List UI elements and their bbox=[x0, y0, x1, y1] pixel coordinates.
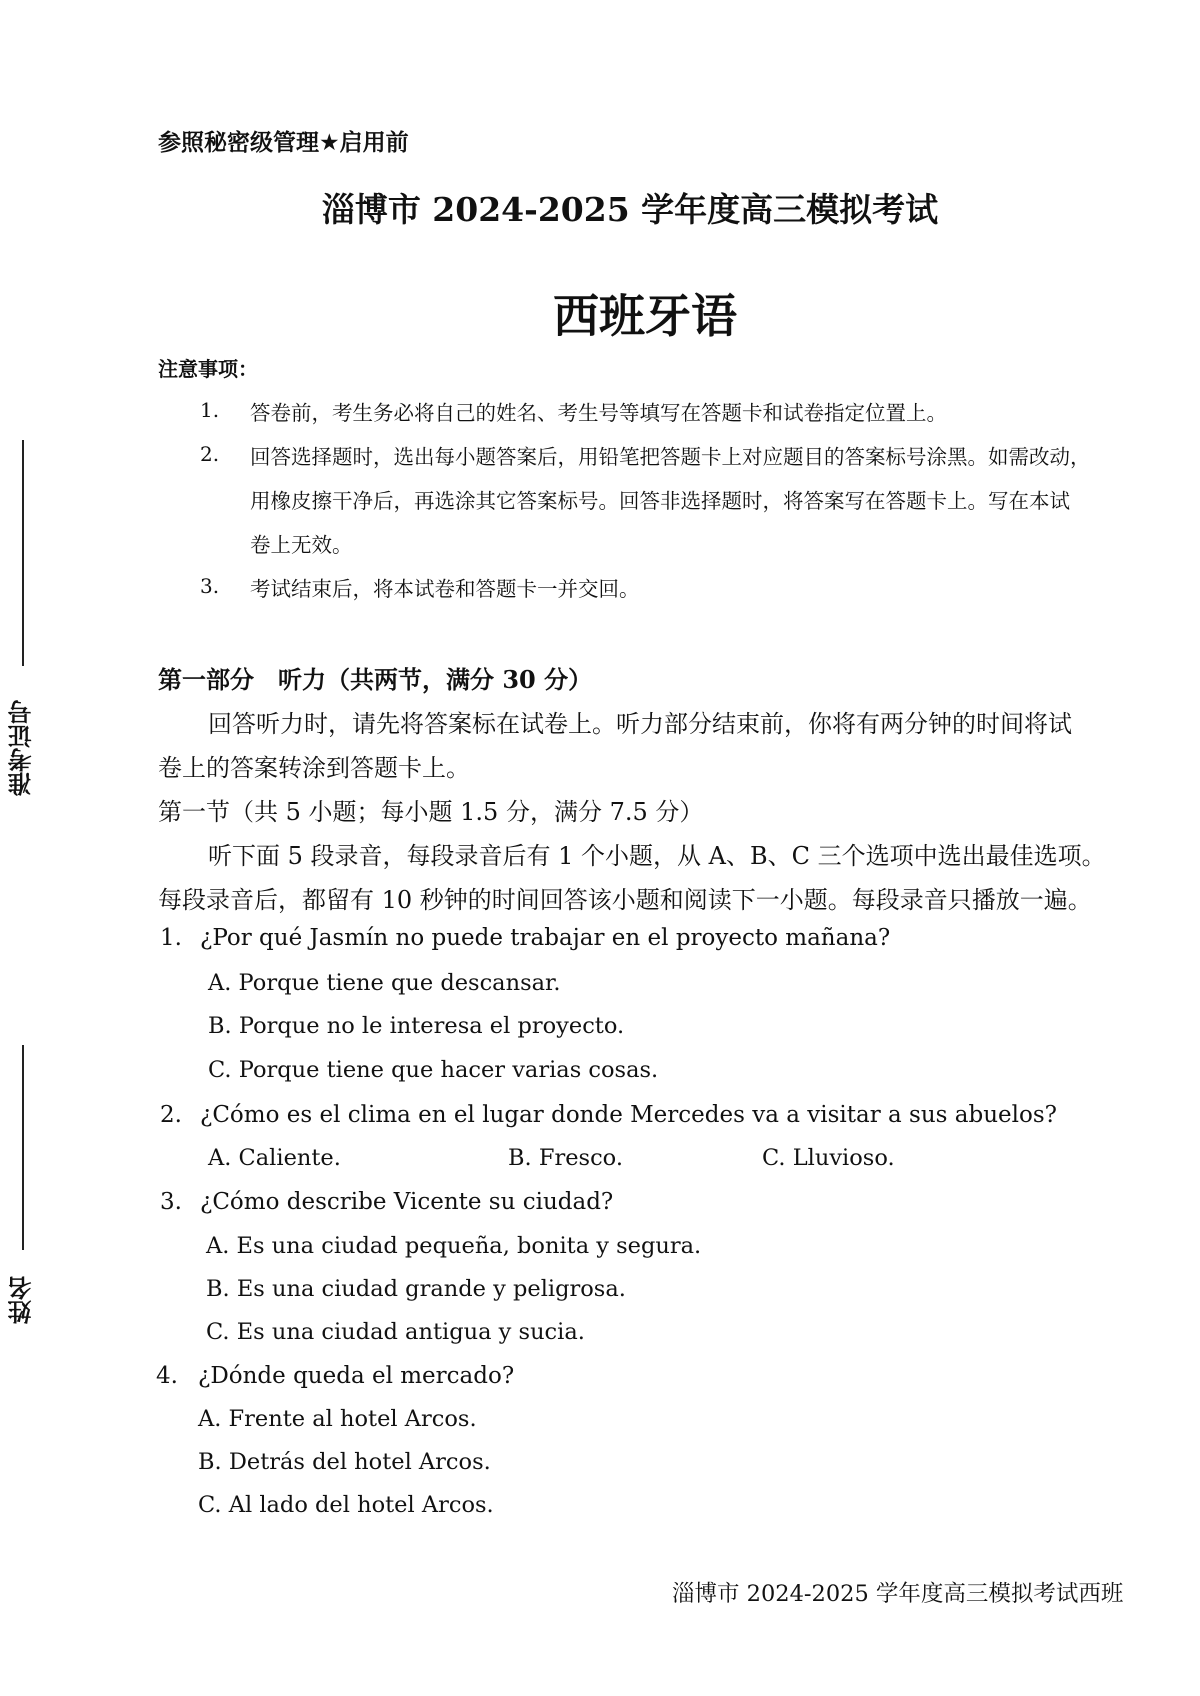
option: A. Caliente. bbox=[208, 1145, 341, 1171]
option: B. Porque no le interesa el proyecto. bbox=[208, 1013, 625, 1039]
option: B. Es una ciudad grande y peligrosa. bbox=[206, 1276, 626, 1302]
option: A. Frente al hotel Arcos. bbox=[198, 1406, 477, 1432]
question-number: 1. bbox=[160, 925, 182, 951]
note-text: 用橡皮擦干净后，再选涂其它答案标号。回答非选择题时，将答案写在答题卡上。写在本试 bbox=[250, 489, 1070, 513]
page-footer: 淄博市 2024-2025 学年度高三模拟考试西班 bbox=[672, 1581, 1124, 1607]
note-text: 答卷前，考生务必将自己的姓名、考生号等填写在答题卡和试卷指定位置上。 bbox=[250, 401, 947, 425]
question-number: 4. bbox=[156, 1363, 178, 1389]
option: C. Lluvioso. bbox=[762, 1145, 895, 1171]
note-text: 考试结束后，将本试卷和答题卡一并交回。 bbox=[250, 577, 640, 601]
part1-instruction: 回答听力时，请先将答案标在试卷上。听力部分结束前，你将有两分钟的时间将试 bbox=[208, 710, 1072, 738]
question-text: ¿Cómo es el clima en el lugar donde Mercedes va a visitar a sus abuelos? bbox=[200, 1102, 1057, 1128]
option: C. Al lado del hotel Arcos. bbox=[198, 1492, 494, 1518]
note-number: 3. bbox=[200, 574, 220, 598]
question-text: ¿Dónde queda el mercado? bbox=[198, 1363, 515, 1389]
notes-label: 注意事项： bbox=[158, 357, 258, 381]
name-line bbox=[22, 1045, 24, 1250]
option: C. Es una ciudad antigua y sucia. bbox=[206, 1319, 585, 1345]
note-text: 回答选择题时，选出每小题答案后，用铅笔把答题卡上对应题目的答案标号涂黑。如需改动， bbox=[250, 445, 1091, 469]
section1-instruction: 每段录音后，都留有 10 秒钟的时间回答该小题和阅读下一小题。每段录音只播放一遍。 bbox=[158, 886, 1092, 914]
option: A. Es una ciudad pequeña, bonita y segura. bbox=[206, 1233, 702, 1259]
note-text: 卷上无效。 bbox=[250, 533, 353, 557]
option: B. Fresco. bbox=[508, 1145, 623, 1171]
option: A. Porque tiene que descansar. bbox=[208, 970, 561, 996]
option: C. Porque tiene que hacer varias cosas. bbox=[208, 1057, 659, 1083]
name-label: 姓名 bbox=[8, 1276, 36, 1324]
subject-title: 西班牙语 bbox=[553, 289, 737, 343]
exam-title: 淄博市 2024-2025 学年度高三模拟考试 bbox=[321, 190, 939, 229]
question-number: 2. bbox=[160, 1102, 182, 1128]
section1-title: 第一节（共 5 小题；每小题 1.5 分，满分 7.5 分） bbox=[158, 798, 704, 826]
part1-title: 第一部分 听力（共两节，满分 30 分） bbox=[158, 665, 593, 694]
exam-number-line bbox=[22, 440, 24, 666]
note-number: 1. bbox=[200, 398, 220, 422]
question-number: 3. bbox=[160, 1189, 182, 1215]
exam-number-label: 准考证号 bbox=[8, 700, 36, 796]
option: B. Detrás del hotel Arcos. bbox=[198, 1449, 491, 1475]
question-text: ¿Cómo describe Vicente su ciudad? bbox=[200, 1189, 614, 1215]
note-number: 2. bbox=[200, 442, 220, 466]
secret-level-label: 参照秘密级管理★启用前 bbox=[158, 130, 409, 156]
section1-instruction: 听下面 5 段录音，每段录音后有 1 个小题，从 A、B、C 三个选项中选出最佳选项。 bbox=[208, 842, 1106, 870]
question-text: ¿Por qué Jasmín no puede trabajar en el proyecto mañana? bbox=[200, 925, 891, 951]
part1-instruction: 卷上的答案转涂到答题卡上。 bbox=[158, 754, 470, 782]
